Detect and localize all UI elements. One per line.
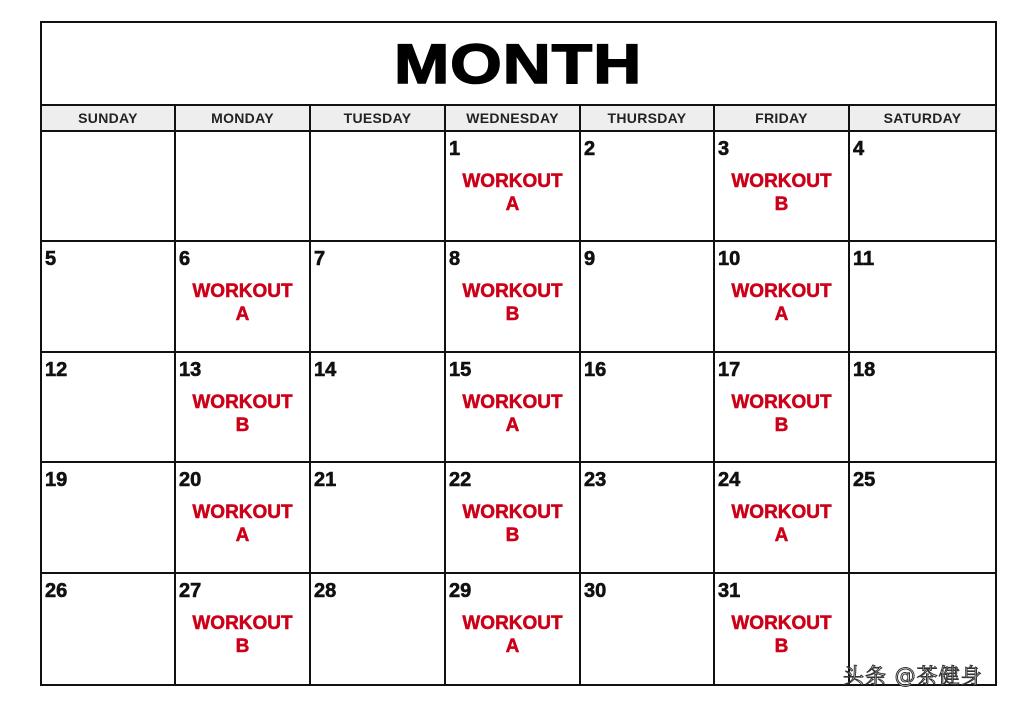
workout-entry <box>715 391 848 437</box>
workout-type: A <box>235 304 250 326</box>
workout-type: B <box>505 525 520 547</box>
date-number: 30 <box>584 579 607 602</box>
workout-type: B <box>235 414 250 436</box>
calendar-day-cell <box>42 353 176 463</box>
date-number: 8 <box>449 248 461 271</box>
date-number: 1 <box>449 138 461 160</box>
workout-label: WORKOUT <box>731 391 832 413</box>
calendar-day-cell <box>311 574 446 684</box>
workout-label: WORKOUT <box>731 171 832 192</box>
workout-label: WORKOUT <box>462 391 563 413</box>
workout-type: A <box>505 194 520 215</box>
workout-label: WORKOUT <box>731 612 832 634</box>
calendar-day-cell <box>176 574 311 684</box>
workout-entry <box>446 391 579 437</box>
workout-label: WORKOUT <box>192 281 293 303</box>
weekday-header-tuesday: TUESDAY <box>311 106 446 130</box>
calendar-day-cell <box>176 463 311 573</box>
workout-label: WORKOUT <box>731 281 832 303</box>
workout-label: WORKOUT <box>192 502 293 524</box>
calendar-day-cell <box>311 463 446 573</box>
calendar-day-cell <box>311 132 446 242</box>
calendar-day-cell <box>715 132 850 242</box>
date-number: 7 <box>314 248 326 271</box>
weekday-header-thursday: THURSDAY <box>581 106 715 130</box>
calendar-day-cell <box>581 574 715 684</box>
calendar-day-cell <box>715 242 850 352</box>
workout-entry <box>446 501 579 547</box>
date-number: 31 <box>718 579 741 602</box>
workout-entry <box>446 612 579 658</box>
workout-type: B <box>774 194 789 215</box>
date-number: 24 <box>718 469 741 492</box>
date-number: 27 <box>179 579 202 602</box>
calendar-day-cell <box>581 353 715 463</box>
workout-type: B <box>235 635 250 657</box>
calendar-day-cell <box>581 463 715 573</box>
weekday-header-row <box>42 104 995 132</box>
month-title: MONTH <box>394 31 643 95</box>
date-number: 4 <box>853 138 865 160</box>
workout-entry <box>176 280 309 326</box>
date-number: 17 <box>718 358 741 381</box>
date-number: 23 <box>584 469 607 492</box>
workout-type: A <box>235 525 250 547</box>
workout-entry <box>176 391 309 437</box>
workout-label: WORKOUT <box>192 612 293 634</box>
date-number: 2 <box>584 138 596 160</box>
workout-entry <box>446 170 579 216</box>
calendar-day-cell <box>42 242 176 352</box>
workout-entry <box>176 501 309 547</box>
workout-entry <box>446 280 579 326</box>
calendar-day-cell <box>42 463 176 573</box>
title-band <box>42 23 995 104</box>
date-number: 13 <box>179 358 202 381</box>
calendar-day-cell <box>176 132 311 242</box>
date-number: 20 <box>179 469 202 492</box>
workout-label: WORKOUT <box>462 612 563 634</box>
weekday-header-friday: FRIDAY <box>715 106 850 130</box>
calendar-day-cell <box>446 574 581 684</box>
workout-type: B <box>774 635 789 657</box>
weekday-header-saturday: SATURDAY <box>883 110 962 126</box>
calendar-day-cell <box>850 132 995 242</box>
calendar <box>40 21 997 686</box>
calendar-day-cell <box>446 463 581 573</box>
calendar-day-cell <box>446 242 581 352</box>
calendar-day-cell <box>715 353 850 463</box>
date-number: 14 <box>314 358 337 381</box>
workout-type: B <box>774 414 789 436</box>
workout-entry <box>715 280 848 326</box>
workout-label: WORKOUT <box>192 391 293 413</box>
date-number: 18 <box>853 358 876 381</box>
date-number: 3 <box>718 138 730 160</box>
workout-type: A <box>774 525 789 547</box>
calendar-day-cell <box>850 463 995 573</box>
date-number: 12 <box>45 358 68 381</box>
workout-label: WORKOUT <box>462 171 563 192</box>
workout-entry <box>715 501 848 547</box>
date-number: 16 <box>584 358 607 381</box>
calendar-day-cell <box>176 242 311 352</box>
workout-entry <box>715 612 848 658</box>
calendar-day-cell <box>850 242 995 352</box>
date-number: 25 <box>853 469 876 492</box>
date-number: 15 <box>449 358 472 381</box>
calendar-day-cell <box>850 353 995 463</box>
date-number: 11 <box>853 248 875 271</box>
weekday-header-monday: MONDAY <box>176 106 311 130</box>
date-number: 28 <box>314 579 337 602</box>
workout-label: WORKOUT <box>731 502 832 524</box>
date-number: 5 <box>45 248 57 271</box>
workout-type: B <box>505 304 520 326</box>
date-number: 26 <box>45 579 68 602</box>
date-number: 9 <box>584 248 596 271</box>
calendar-day-cell <box>581 132 715 242</box>
date-number: 29 <box>449 579 472 602</box>
calendar-day-cell <box>311 353 446 463</box>
calendar-day-cell <box>446 132 581 242</box>
watermark: 头条 @茶健身 <box>843 664 983 688</box>
calendar-day-cell <box>42 132 176 242</box>
workout-type: A <box>505 414 520 436</box>
date-number: 19 <box>45 469 68 492</box>
date-number: 6 <box>179 248 191 271</box>
calendar-day-cell <box>42 574 176 684</box>
calendar-day-cell <box>715 463 850 573</box>
date-number: 10 <box>718 248 741 271</box>
workout-type: A <box>774 304 789 326</box>
workout-type: A <box>505 635 520 657</box>
date-number: 22 <box>449 469 472 492</box>
calendar-day-cell <box>581 242 715 352</box>
weekday-header-sunday: SUNDAY <box>42 106 176 130</box>
date-number: 21 <box>314 469 337 492</box>
calendar-day-cell <box>446 353 581 463</box>
workout-label: WORKOUT <box>462 502 563 524</box>
calendar-day-cell <box>176 353 311 463</box>
calendar-day-cell <box>715 574 850 684</box>
weekday-header-wednesday: WEDNESDAY <box>446 106 581 130</box>
calendar-day-cell <box>311 242 446 352</box>
calendar-grid <box>42 132 995 684</box>
workout-entry <box>176 612 309 658</box>
workout-entry <box>715 170 848 216</box>
workout-label: WORKOUT <box>462 281 563 303</box>
